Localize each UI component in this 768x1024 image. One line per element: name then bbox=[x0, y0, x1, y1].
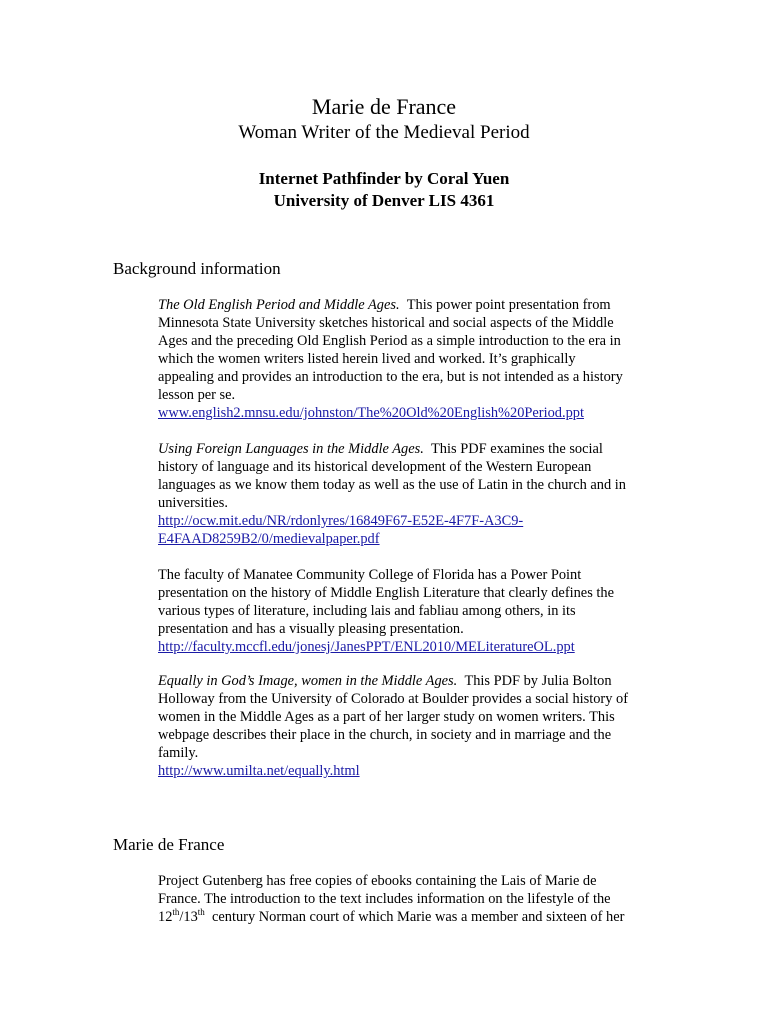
entry-text-line: which the women writers listed herein lived and worked. It’s graphically bbox=[158, 351, 576, 367]
entry-text-line: presentation and has a visually pleasing presentation. bbox=[158, 621, 464, 637]
document-title: Marie de France bbox=[311, 94, 457, 119]
affiliation-line: University of Denver LIS 4361 bbox=[273, 191, 495, 210]
entry-title: The Old English Period and Middle Ages. bbox=[158, 297, 400, 313]
entry-text-line: universities. bbox=[158, 495, 228, 511]
entry-manatee-college bbox=[158, 566, 658, 656]
entry-project-gutenberg bbox=[158, 872, 658, 926]
entry-text-line: This PDF examines the social bbox=[431, 441, 603, 457]
entry-text-line: This power point presentation from bbox=[406, 297, 611, 313]
entry-text-line: Minnesota State University sketches historical and social aspects of the Middle bbox=[158, 315, 614, 331]
entry-text-line: lesson per se. bbox=[158, 387, 236, 403]
entry-text-line: family. bbox=[158, 745, 199, 761]
entry-title: Equally in God’s Image, women in the Middle Ages. bbox=[158, 673, 458, 689]
century-number: 12 bbox=[158, 909, 173, 925]
entry-text-line bbox=[158, 908, 658, 926]
entry-link[interactable]: http://faculty.mccfl.edu/jonesj/JanesPPT/ENL2010/MELiteratureOL.ppt bbox=[158, 639, 575, 655]
entry-title: Using Foreign Languages in the Middle Ages. bbox=[158, 441, 424, 457]
entry-link[interactable]: E4FAAD8259B2/0/medievalpaper.pdf bbox=[158, 531, 380, 547]
entry-text-line: webpage describes their place in the church, in society and in marriage and the bbox=[158, 727, 612, 743]
author-line: Internet Pathfinder by Coral Yuen bbox=[258, 169, 510, 188]
entry-text-line: history of language and its historical development of the Western European bbox=[158, 459, 592, 475]
century-number: /13 bbox=[179, 909, 198, 925]
entry-text-line: appealing and provides an introduction to the era, but is not intended as a history bbox=[158, 369, 623, 385]
ordinal-suffix: th bbox=[172, 907, 180, 917]
entry-text-line: women in the Middle Ages as a part of her larger study on women writers. This bbox=[158, 709, 615, 725]
entry-text-line: presentation on the history of Middle English Literature that clearly defines the bbox=[158, 585, 614, 601]
entry-text-line: This PDF by Julia Bolton bbox=[464, 673, 612, 689]
entry-link[interactable]: http://www.umilta.net/equally.html bbox=[158, 763, 360, 779]
entry-link[interactable]: http://ocw.mit.edu/NR/rdonlyres/16849F67-E52E-4F7F-A3C9- bbox=[158, 513, 524, 529]
ordinal-suffix: th bbox=[197, 907, 205, 917]
document-subtitle: Woman Writer of the Medieval Period bbox=[238, 122, 530, 143]
entry-foreign-languages bbox=[158, 440, 658, 548]
entry-link[interactable]: www.english2.mnsu.edu/johnston/The%20Old%20English%20Period.ppt bbox=[158, 405, 584, 421]
entry-text-line: languages as we know them today as well as the use of Latin in the church and in bbox=[158, 477, 626, 493]
entry-text-line: Project Gutenberg has free copies of ebooks containing the Lais of Marie de bbox=[158, 873, 597, 889]
section-heading-background: Background information bbox=[113, 259, 281, 278]
entry-text-fragment: century Norman court of which Marie was a member and sixteen of her bbox=[204, 909, 625, 925]
entry-text-line: Holloway from the University of Colorado at Boulder provides a social history of bbox=[158, 691, 629, 707]
section-heading-marie-de-france: Marie de France bbox=[113, 835, 225, 854]
entry-text-line: The faculty of Manatee Community College of Florida has a Power Point bbox=[158, 567, 582, 583]
entry-text-line: various types of literature, including lais and fabliau among others, in its bbox=[158, 603, 576, 619]
entry-text-line: Ages and the preceding Old English Period as a simple introduction to the era in bbox=[158, 333, 621, 349]
entry-equally-in-gods-image bbox=[158, 672, 658, 780]
entry-old-english-period bbox=[158, 296, 658, 422]
entry-text-line: France. The introduction to the text includes information on the lifestyle of the bbox=[158, 891, 611, 907]
